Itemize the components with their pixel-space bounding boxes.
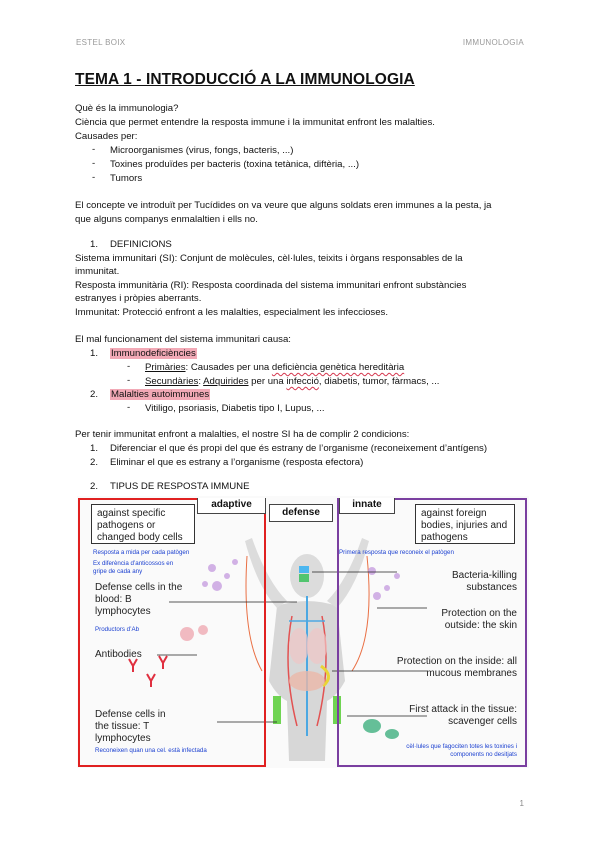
- section-heading: DEFINICIONS: [110, 239, 172, 250]
- section-number: 2.: [90, 481, 99, 492]
- intro-causes-label: Causades per:: [75, 131, 138, 142]
- adaptive-note: Resposta a mida per cada patògen: [93, 549, 190, 556]
- primary-deficiency: Primàries: Causades per una deficiència genètica hereditària: [145, 362, 405, 373]
- bullet-dash: -: [92, 172, 96, 183]
- b-lymphocytes-label: Defense cells in the blood: B lymphocytes: [95, 582, 183, 617]
- list-item: Microorganismes (virus, fongs, bacteris, ...): [110, 145, 294, 156]
- def-si-line-2: immunitat.: [75, 266, 120, 277]
- condition-2: Eliminar el que es estrany a l’organisme (resposta efectora): [110, 457, 364, 468]
- condition-1: Diferenciar el que és propi del que és estrany de l’organisme (reconeixement d’antígens): [110, 443, 488, 454]
- intro-definition: Ciència que permet entendre la resposta immune i la immunitat enfront les malalties.: [75, 117, 435, 128]
- antibody-variation-note: Ex diferència d’anticossos en gripe de cada any: [93, 560, 174, 575]
- scavenger-note: cèl·lules que fagociten totes les toxines i components no desitjats: [406, 743, 517, 758]
- malfunction-intro: El mal funcionament del sistema immunitari causa:: [75, 334, 291, 345]
- def-ri-line-1: Resposta immunitària (RI): Resposta coordinada del sistema immunitari enfront substàncies: [75, 280, 467, 291]
- immune-response-figure: [77, 496, 529, 768]
- bullet-dash: -: [92, 144, 96, 155]
- def-si-line-1: Sistema immunitari (SI): Conjunt de molècules, cèl·lules, teixits i òrgans responsables de la: [75, 253, 463, 264]
- immunodeficiencies-label: Immunodeficiències: [111, 348, 196, 359]
- list-number: 1.: [90, 443, 99, 454]
- innate-note: Primera resposta que reconeix el patògen: [339, 549, 454, 556]
- page-number: 1: [519, 799, 524, 808]
- t-lymphocytes-label: Defense cells in the tissue: T lymphocytes: [95, 709, 166, 744]
- mucous-protection-label: Protection on the inside: all mucous membranes: [396, 656, 517, 679]
- history-line-2: que alguns companys enmalaltien i ells no.: [75, 214, 258, 225]
- header-subject: IMMUNOLOGIA: [462, 38, 524, 47]
- adaptive-tab: adaptive: [197, 498, 266, 514]
- list-item: Tumors: [110, 173, 143, 184]
- antibodies-label: Antibodies: [95, 649, 142, 660]
- def-ri-line-2: estranyes i pròpies aberrants.: [75, 293, 202, 304]
- secondary-deficiency: Secundàries: Adquirides per una infecció, diabetis, tumor, fàrmacs, ...: [145, 376, 440, 387]
- scavenger-cells-label: First attack in the tissue: scavenger cells: [409, 704, 517, 727]
- innate-description-box: against foreign bodies, injuries and pathogens: [415, 504, 515, 544]
- conditions-intro: Per tenir immunitat enfront a malalties, el nostre SI ha de complir 2 condicions:: [75, 429, 410, 440]
- intro-question: Què és la immunologia?: [75, 103, 179, 114]
- list-number: 2.: [90, 389, 99, 400]
- defense-tab: defense: [269, 504, 333, 522]
- skin-protection-label: Protection on the outside: the skin: [441, 608, 517, 631]
- def-immunity: Immunitat: Protecció enfront a les malalties, especialment les infeccioses.: [75, 307, 389, 318]
- autoimmune-label: Malalties autoimmunes: [111, 389, 210, 400]
- section-number: 1.: [90, 239, 99, 250]
- autoimmune-examples: Vitiligo, psoriasis, Diabetis tipo I, Lupus, ...: [145, 403, 325, 414]
- innate-tab: innate: [339, 498, 395, 514]
- header-author: ESTEL BOIX: [76, 38, 126, 47]
- section-heading: TIPUS DE RESPOSTA IMMUNE: [110, 481, 250, 492]
- list-number: 2.: [90, 457, 99, 468]
- bullet-dash: -: [127, 375, 131, 386]
- adaptive-description-box: against specific pathogens or changed body cells: [91, 504, 195, 544]
- t-cell-note: Reconeixen quan una cel. està infectada: [95, 747, 207, 754]
- history-line-1: El concepte ve introduït per Tucídides on va veure que alguns soldats eren immunes a la pesta, ja: [75, 200, 492, 211]
- list-item: Toxines produïdes per bacteris (toxina tetànica, diftèria, ...): [110, 159, 360, 170]
- bullet-dash: -: [92, 158, 96, 169]
- bullet-dash: -: [127, 402, 131, 413]
- ab-producers-note: Productors d’Ab: [95, 626, 140, 633]
- list-number: 1.: [90, 348, 99, 359]
- bullet-dash: -: [127, 361, 131, 372]
- bacteria-killing-label: Bacteria-killing substances: [451, 570, 517, 593]
- page-title: TEMA 1 - INTRODUCCIÓ A LA IMMUNOLOGIA: [75, 71, 415, 88]
